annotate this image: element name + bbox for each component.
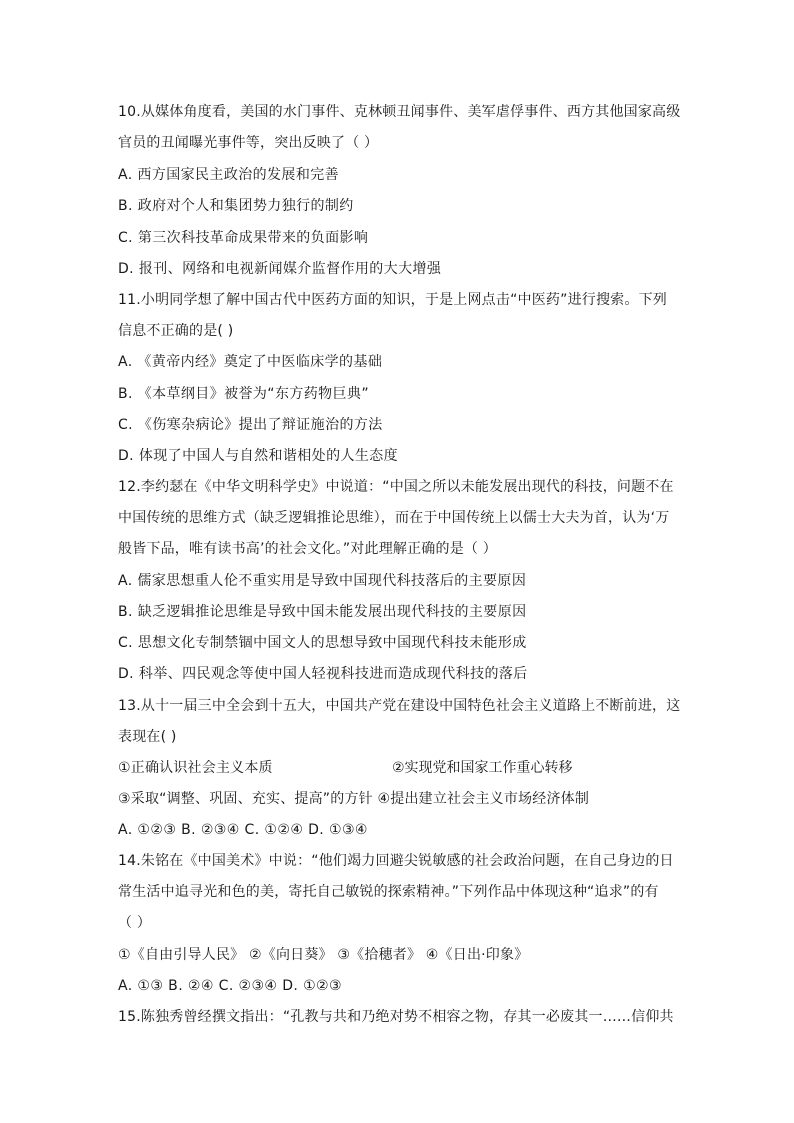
q10-option-a: A. 西方国家民主政治的发展和完善: [118, 167, 340, 183]
q11-stem-line-2: 信息不正确的是( ): [118, 323, 234, 339]
q12-stem-line-3: 般皆下品，唯有读书高’的社会文化。”对此理解正确的是（ ）: [118, 541, 497, 557]
q13-options: A. ①②③ B. ②③④ C. ①②④ D. ①③④: [118, 822, 368, 838]
q12-stem-line-1: 12.李约瑟在《中华文明科学史》中说道：“中国之所以未能发展出现代的科技，问题不在: [118, 479, 674, 495]
q14-stem-line-3: （ ）: [118, 915, 152, 931]
q14-options: A. ①③ B. ②④ C. ②③④ D. ①②③: [118, 978, 342, 994]
q10-option-c: C. 第三次科技革命成果带来的负面影响: [118, 230, 369, 246]
q14-items: ①《自由引导人民》 ②《向日葵》 ③《拾穗者》 ④《日出·印象》: [118, 947, 529, 963]
q13-items-row-2: ③采取“调整、巩固、充实、提高”的方针 ④提出建立社会主义市场经济体制: [118, 791, 590, 807]
q14-stem-line-2: 常生活中追寻光和色的美，寄托自己敏锐的探索精神。”下列作品中体现这种“追求”的有: [118, 884, 659, 900]
q11-option-a: A. 《黄帝内经》奠定了中医临床学的基础: [118, 354, 383, 370]
q10-option-d: D. 报刊、网络和电视新闻媒介监督作用的大大增强: [118, 261, 442, 277]
q10-option-b: B. 政府对个人和集团势力独行的制约: [118, 198, 354, 214]
q15-stem-line-1: 15.陈独秀曾经撰文指出：“孔教与共和乃绝对势不相容之物，存其一必废其一……信仰共: [118, 1009, 674, 1025]
q12-option-c: C. 思想文化专制禁锢中国文人的思想导致中国现代科技未能形成: [118, 635, 527, 651]
q12-option-a: A. 儒家思想重人伦不重实用是导致中国现代科技落后的主要原因: [118, 573, 527, 589]
q14-stem-line-1: 14.朱铭在《中国美术》中说：“他们竭力回避尖锐敏感的社会政治问题，在自己身边的日: [118, 853, 674, 869]
q13-item-2: ②实现党和国家工作重心转移: [392, 760, 573, 776]
q13-item-1: ①正确认识社会主义本质: [118, 760, 273, 776]
q10-stem-line-2: 官员的丑闻曝光事件等，突出反映了（ ）: [118, 135, 379, 151]
q12-option-b: B. 缺乏逻辑推论思维是导致中国未能发展出现代科技的主要原因: [118, 604, 527, 620]
q11-stem-line-1: 11.小明同学想了解中国古代中医药方面的知识，于是上网点击“中医药”进行搜索。下列: [118, 292, 667, 308]
q11-option-d: D. 体现了中国人与自然和谐相处的人生态度: [118, 448, 399, 464]
q10-stem-line-1: 10.从媒体角度看，美国的水门事件、克林顿丑闻事件、美军虐俘事件、西方其他国家高级: [118, 104, 681, 120]
q11-option-c: C. 《伤寒杂病论》提出了辩证施治的方法: [118, 417, 383, 433]
q13-stem-line-1: 13.从十一届三中全会到十五大，中国共产党在建设中国特色社会主义道路上不断前进，这: [118, 698, 681, 714]
q13-stem-line-2: 表现在( ): [118, 729, 177, 745]
q12-option-d: D. 科举、四民观念等使中国人轻视科技进而造成现代科技的落后: [118, 666, 528, 682]
q11-option-b: B. 《本草纲目》被誉为“东方药物巨典”: [118, 386, 370, 402]
q12-stem-line-2: 中国传统的思维方式（缺乏逻辑推论思维），而在于中国传统上以儒士大夫为首，认为‘万: [118, 510, 670, 526]
